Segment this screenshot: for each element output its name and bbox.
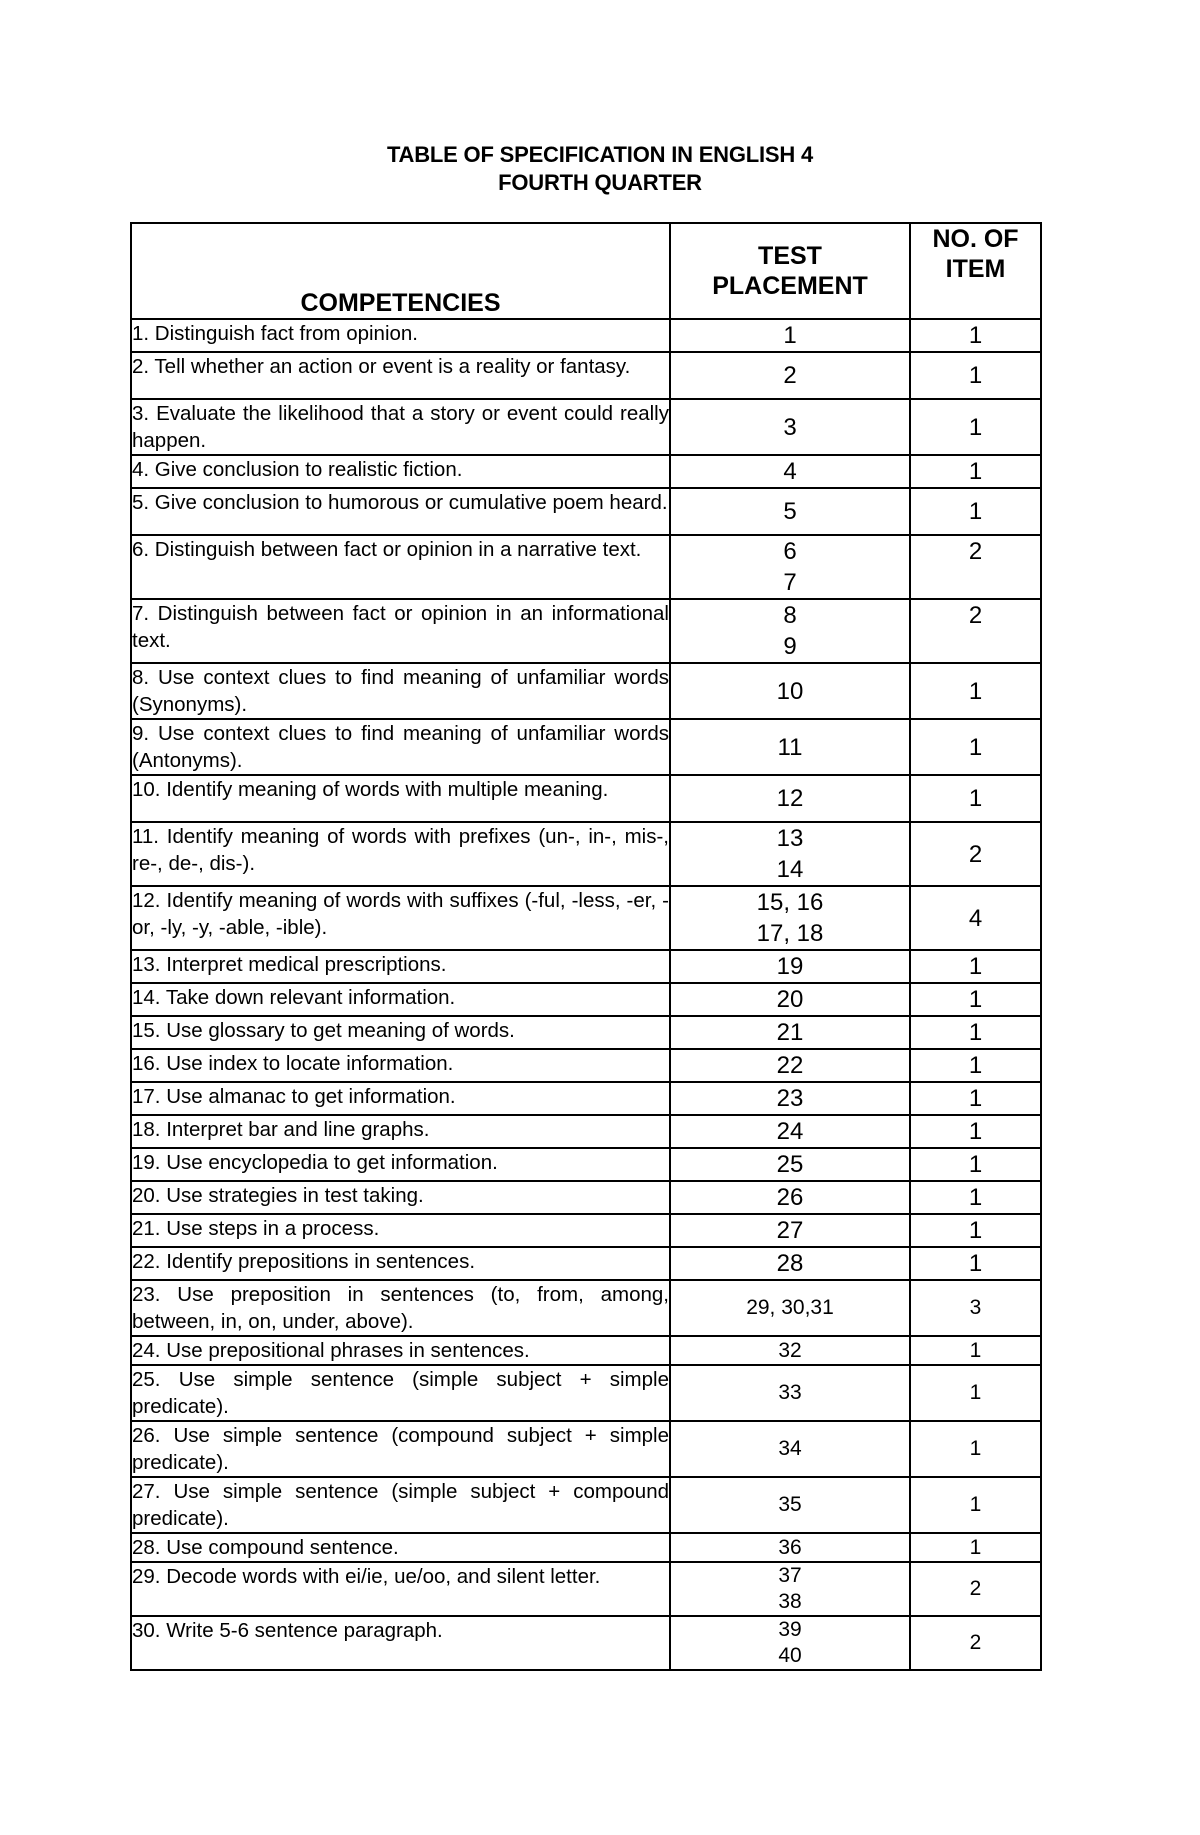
competency-cell: 7. Distinguish between fact or opinion in an informational text. bbox=[131, 599, 670, 663]
no-of-item-cell: 1 bbox=[910, 399, 1041, 455]
competency-cell: 2. Tell whether an action or event is a reality or fantasy. bbox=[131, 352, 670, 399]
test-placement-cell bbox=[670, 1477, 910, 1533]
no-of-item-cell: 1 bbox=[910, 1336, 1041, 1365]
no-of-item-cell: 2 bbox=[910, 1562, 1041, 1616]
test-placement-cell bbox=[670, 983, 910, 1016]
test-placement-value: 9 bbox=[783, 633, 797, 660]
competency-cell: 18. Interpret bar and line graphs. bbox=[131, 1115, 670, 1148]
no-of-item-cell: 2 bbox=[910, 535, 1041, 599]
test-placement-cell bbox=[670, 599, 910, 663]
test-placement-cell bbox=[670, 1365, 910, 1421]
test-placement-cell bbox=[670, 488, 910, 535]
table-row bbox=[131, 1533, 1041, 1562]
competency-cell: 8. Use context clues to find meaning of unfamiliar words (Synonyms). bbox=[131, 663, 670, 719]
competency-cell: 27. Use simple sentence (simple subject + compound predicate). bbox=[131, 1477, 670, 1533]
competency-cell: 21. Use steps in a process. bbox=[131, 1214, 670, 1247]
competency-cell: 26. Use simple sentence (compound subject + simple predicate). bbox=[131, 1421, 670, 1477]
test-placement-value: 7 bbox=[783, 569, 797, 596]
test-placement-value: 23 bbox=[776, 1085, 804, 1112]
table-row bbox=[131, 663, 1041, 719]
test-placement-cell bbox=[670, 1016, 910, 1049]
table-row bbox=[131, 352, 1041, 399]
competency-cell: 19. Use encyclopedia to get information. bbox=[131, 1148, 670, 1181]
table-row bbox=[131, 1016, 1041, 1049]
test-placement-value: 26 bbox=[776, 1184, 804, 1211]
table-row bbox=[131, 455, 1041, 488]
table-row bbox=[131, 1477, 1041, 1533]
no-of-item-cell: 1 bbox=[910, 1214, 1041, 1247]
header-no-of-item-line2: ITEM bbox=[945, 255, 1006, 283]
test-placement-cell bbox=[670, 775, 910, 822]
no-of-item-cell: 1 bbox=[910, 663, 1041, 719]
header-no-of-item-line1: NO. OF bbox=[932, 225, 1019, 253]
document-title: TABLE OF SPECIFICATION IN ENGLISH 4 bbox=[386, 142, 814, 167]
competency-cell: 25. Use simple sentence (simple subject + simple predicate). bbox=[131, 1365, 670, 1421]
competency-cell: 23. Use preposition in sentences (to, from, among, between, in, on, under, above). bbox=[131, 1280, 670, 1336]
test-placement-cell bbox=[670, 535, 910, 599]
test-placement-value: 38 bbox=[778, 1590, 802, 1613]
no-of-item-cell: 2 bbox=[910, 1616, 1041, 1670]
test-placement-value: 28 bbox=[776, 1250, 804, 1277]
test-placement-cell bbox=[670, 1336, 910, 1365]
test-placement-cell bbox=[670, 886, 910, 950]
test-placement-value: 11 bbox=[777, 733, 803, 761]
no-of-item-cell: 1 bbox=[910, 1477, 1041, 1533]
no-of-item-cell: 1 bbox=[910, 1533, 1041, 1562]
test-placement-cell bbox=[670, 1082, 910, 1115]
competency-cell: 11. Identify meaning of words with prefixes (un-, in-, mis-, re-, de-, dis-). bbox=[131, 822, 670, 886]
competency-cell: 16. Use index to locate information. bbox=[131, 1049, 670, 1082]
no-of-item-cell: 1 bbox=[910, 1049, 1041, 1082]
competency-cell: 6. Distinguish between fact or opinion in a narrative text. bbox=[131, 535, 670, 599]
test-placement-value: 22 bbox=[776, 1052, 804, 1079]
test-placement-value: 29, 30,31 bbox=[746, 1296, 834, 1319]
test-placement-value: 21 bbox=[776, 1019, 804, 1046]
test-placement-cell bbox=[670, 1115, 910, 1148]
no-of-item-cell: 2 bbox=[910, 599, 1041, 663]
test-placement-value: 39 bbox=[778, 1618, 802, 1641]
test-placement-value: 3 bbox=[783, 413, 797, 441]
table-row bbox=[131, 1421, 1041, 1477]
table-row bbox=[131, 1365, 1041, 1421]
no-of-item-cell: 1 bbox=[910, 775, 1041, 822]
test-placement-value: 37 bbox=[778, 1564, 802, 1587]
test-placement-value: 10 bbox=[776, 677, 804, 705]
test-placement-cell bbox=[670, 719, 910, 775]
table-row bbox=[131, 1214, 1041, 1247]
table-row bbox=[131, 1115, 1041, 1148]
no-of-item-cell: 3 bbox=[910, 1280, 1041, 1336]
no-of-item-cell: 1 bbox=[910, 455, 1041, 488]
no-of-item-cell: 1 bbox=[910, 1181, 1041, 1214]
competency-cell: 29. Decode words with ei/ie, ue/oo, and silent letter. bbox=[131, 1562, 670, 1616]
table-row bbox=[131, 822, 1041, 886]
table-row bbox=[131, 1082, 1041, 1115]
table-row bbox=[131, 1562, 1041, 1616]
table-body bbox=[131, 319, 1041, 1670]
table-row bbox=[131, 1247, 1041, 1280]
header-test-placement-line1: TEST bbox=[758, 242, 822, 270]
document-subtitle: FOURTH QUARTER bbox=[498, 170, 702, 195]
table-row bbox=[131, 1280, 1041, 1336]
competency-cell: 17. Use almanac to get information. bbox=[131, 1082, 670, 1115]
test-placement-cell bbox=[670, 822, 910, 886]
competency-cell: 22. Identify prepositions in sentences. bbox=[131, 1247, 670, 1280]
competency-cell: 4. Give conclusion to realistic fiction. bbox=[131, 455, 670, 488]
test-placement-cell bbox=[670, 1421, 910, 1477]
competency-cell: 28. Use compound sentence. bbox=[131, 1533, 670, 1562]
test-placement-cell bbox=[670, 399, 910, 455]
test-placement-cell bbox=[670, 1049, 910, 1082]
test-placement-cell bbox=[670, 1280, 910, 1336]
test-placement-cell bbox=[670, 1148, 910, 1181]
table-row bbox=[131, 775, 1041, 822]
test-placement-value: 24 bbox=[776, 1118, 804, 1145]
table-row bbox=[131, 1049, 1041, 1082]
no-of-item-cell: 1 bbox=[910, 1115, 1041, 1148]
competency-cell: 12. Identify meaning of words with suffixes (-ful, -less, -er, -or, -ly, -y, -able, -ible). bbox=[131, 886, 670, 950]
test-placement-value: 12 bbox=[776, 785, 804, 812]
table-row bbox=[131, 1181, 1041, 1214]
test-placement-cell bbox=[670, 950, 910, 983]
competency-cell: 9. Use context clues to find meaning of unfamiliar words (Antonyms). bbox=[131, 719, 670, 775]
table-row bbox=[131, 1616, 1041, 1670]
test-placement-cell bbox=[670, 1616, 910, 1670]
no-of-item-cell: 1 bbox=[910, 1016, 1041, 1049]
no-of-item-cell: 1 bbox=[910, 1247, 1041, 1280]
competency-cell: 13. Interpret medical prescriptions. bbox=[131, 950, 670, 983]
table-row bbox=[131, 399, 1041, 455]
competency-cell: 14. Take down relevant information. bbox=[131, 983, 670, 1016]
table-row bbox=[131, 719, 1041, 775]
competency-cell: 3. Evaluate the likelihood that a story or event could really happen. bbox=[131, 399, 670, 455]
test-placement-value: 19 bbox=[776, 953, 804, 980]
no-of-item-cell: 1 bbox=[910, 983, 1041, 1016]
test-placement-cell bbox=[670, 455, 910, 488]
competency-cell: 15. Use glossary to get meaning of words. bbox=[131, 1016, 670, 1049]
no-of-item-cell: 4 bbox=[910, 886, 1041, 950]
test-placement-value: 25 bbox=[776, 1151, 804, 1178]
test-placement-value: 27 bbox=[776, 1217, 804, 1244]
table-row bbox=[131, 535, 1041, 599]
header-no-of-item bbox=[910, 223, 1041, 319]
header-competencies: COMPETENCIES bbox=[131, 223, 670, 319]
test-placement-value: 15, 16 bbox=[756, 889, 824, 916]
no-of-item-cell: 1 bbox=[910, 1082, 1041, 1115]
test-placement-value: 40 bbox=[778, 1644, 802, 1667]
no-of-item-cell: 1 bbox=[910, 1365, 1041, 1421]
no-of-item-cell: 1 bbox=[910, 488, 1041, 535]
no-of-item-cell: 1 bbox=[910, 950, 1041, 983]
table-row bbox=[131, 488, 1041, 535]
table-row bbox=[131, 950, 1041, 983]
test-placement-value: 33 bbox=[778, 1381, 802, 1404]
test-placement-value: 5 bbox=[783, 498, 797, 525]
test-placement-cell bbox=[670, 663, 910, 719]
test-placement-value: 34 bbox=[778, 1437, 802, 1460]
test-placement-value: 35 bbox=[778, 1493, 802, 1516]
table-header-row bbox=[131, 223, 1041, 319]
test-placement-value: 13 bbox=[776, 825, 804, 852]
test-placement-cell bbox=[670, 319, 910, 352]
table-row bbox=[131, 599, 1041, 663]
document-header bbox=[0, 141, 1200, 197]
test-placement-value: 20 bbox=[776, 986, 804, 1013]
no-of-item-cell: 1 bbox=[910, 319, 1041, 352]
no-of-item-cell: 1 bbox=[910, 1421, 1041, 1477]
test-placement-value: 14 bbox=[776, 856, 804, 883]
test-placement-value: 32 bbox=[778, 1338, 802, 1362]
no-of-item-cell: 1 bbox=[910, 352, 1041, 399]
header-test-placement bbox=[670, 223, 910, 319]
table-row bbox=[131, 983, 1041, 1016]
table-row bbox=[131, 886, 1041, 950]
table-row bbox=[131, 1148, 1041, 1181]
test-placement-value: 2 bbox=[783, 362, 797, 389]
test-placement-cell bbox=[670, 352, 910, 399]
table-row bbox=[131, 319, 1041, 352]
no-of-item-cell: 1 bbox=[910, 719, 1041, 775]
competency-cell: 10. Identify meaning of words with multiple meaning. bbox=[131, 775, 670, 822]
test-placement-value: 1 bbox=[783, 322, 797, 349]
test-placement-value: 8 bbox=[783, 602, 797, 629]
test-placement-value: 36 bbox=[778, 1535, 802, 1559]
competency-cell: 20. Use strategies in test taking. bbox=[131, 1181, 670, 1214]
test-placement-cell bbox=[670, 1562, 910, 1616]
header-test-placement-line2: PLACEMENT bbox=[712, 272, 868, 300]
test-placement-cell bbox=[670, 1214, 910, 1247]
no-of-item-cell: 2 bbox=[910, 822, 1041, 886]
test-placement-value: 17, 18 bbox=[756, 920, 824, 947]
table-row bbox=[131, 1336, 1041, 1365]
no-of-item-cell: 1 bbox=[910, 1148, 1041, 1181]
specification-table bbox=[130, 222, 1042, 1671]
competency-cell: 30. Write 5-6 sentence paragraph. bbox=[131, 1616, 670, 1670]
test-placement-cell bbox=[670, 1181, 910, 1214]
competency-cell: 5. Give conclusion to humorous or cumulative poem heard. bbox=[131, 488, 670, 535]
test-placement-cell bbox=[670, 1533, 910, 1562]
test-placement-cell bbox=[670, 1247, 910, 1280]
competency-cell: 1. Distinguish fact from opinion. bbox=[131, 319, 670, 352]
competency-cell: 24. Use prepositional phrases in sentences. bbox=[131, 1336, 670, 1365]
test-placement-value: 6 bbox=[783, 538, 797, 565]
test-placement-value: 4 bbox=[783, 458, 797, 485]
